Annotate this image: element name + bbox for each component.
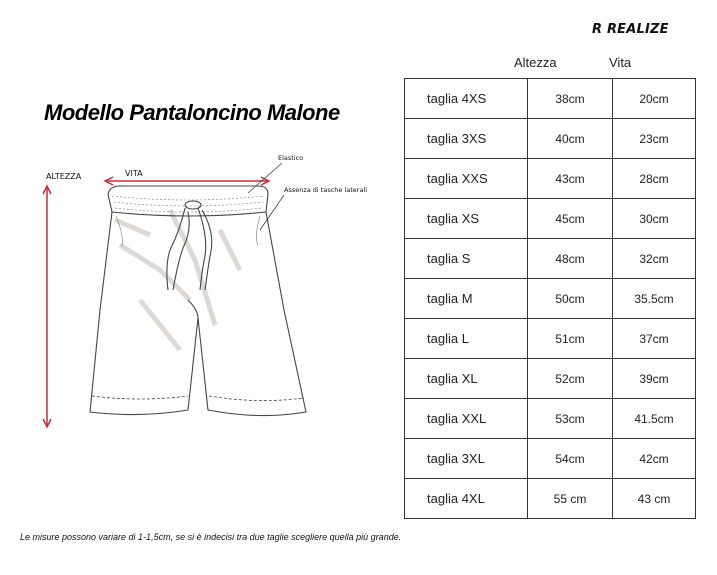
size-row <box>405 159 696 199</box>
size-row <box>405 319 696 359</box>
size-height: 48cm <box>528 239 613 279</box>
height-label: ALTEZZA <box>46 172 82 181</box>
size-name: taglia S <box>405 239 528 279</box>
size-name: taglia 4XL <box>405 479 528 519</box>
size-height: 53cm <box>528 399 613 439</box>
size-name: taglia XS <box>405 199 528 239</box>
elastic-band <box>112 196 264 212</box>
shorts-diagram <box>20 150 368 435</box>
brand-mark: R <box>592 22 603 37</box>
size-row <box>405 439 696 479</box>
size-waist: 30cm <box>613 199 696 239</box>
size-waist: 42cm <box>613 439 696 479</box>
size-waist: 41.5cm <box>613 399 696 439</box>
size-height: 50cm <box>528 279 613 319</box>
size-waist: 35.5cm <box>613 279 696 319</box>
size-row <box>405 239 696 279</box>
size-waist: 32cm <box>613 239 696 279</box>
header-height: Altezza <box>514 55 557 70</box>
size-waist: 43 cm <box>613 479 696 519</box>
size-name: taglia M <box>405 279 528 319</box>
size-waist: 28cm <box>613 159 696 199</box>
brand-logo <box>592 22 669 37</box>
size-waist: 37cm <box>613 319 696 359</box>
print-artwork <box>115 210 240 350</box>
waist-label: VITA <box>125 169 143 178</box>
shorts-drawing <box>90 186 306 416</box>
size-table <box>404 78 696 519</box>
size-height: 45cm <box>528 199 613 239</box>
pockets-label: Assenza di tasche laterali <box>284 186 368 194</box>
size-name: taglia XL <box>405 359 528 399</box>
size-row <box>405 79 696 119</box>
size-name: taglia 3XL <box>405 439 528 479</box>
size-height: 43cm <box>528 159 613 199</box>
header-waist: Vita <box>609 55 632 70</box>
size-name: taglia XXS <box>405 159 528 199</box>
size-name: taglia L <box>405 319 528 359</box>
size-name: taglia 4XS <box>405 79 528 119</box>
size-height: 52cm <box>528 359 613 399</box>
size-height: 51cm <box>528 319 613 359</box>
size-height: 38cm <box>528 79 613 119</box>
size-row <box>405 279 696 319</box>
size-waist: 23cm <box>613 119 696 159</box>
size-row <box>405 399 696 439</box>
size-height: 55 cm <box>528 479 613 519</box>
waistband <box>108 186 268 216</box>
size-height: 54cm <box>528 439 613 479</box>
brand-name: REALIZE <box>606 22 669 37</box>
size-row <box>405 359 696 399</box>
size-row <box>405 119 696 159</box>
elastic-label: Elastico <box>278 154 304 162</box>
size-row <box>405 479 696 519</box>
size-waist: 39cm <box>613 359 696 399</box>
size-waist: 20cm <box>613 79 696 119</box>
size-height: 40cm <box>528 119 613 159</box>
footnote: Le misure possono variare di 1-1,5cm, se si è indecisi tra due taglie scegliere quella più grande. <box>20 532 402 542</box>
page-title: Modello Pantaloncino Malone <box>44 100 340 125</box>
size-name: taglia 3XS <box>405 119 528 159</box>
size-name: taglia XXL <box>405 399 528 439</box>
size-row <box>405 199 696 239</box>
elastic-pointer <box>248 163 282 193</box>
